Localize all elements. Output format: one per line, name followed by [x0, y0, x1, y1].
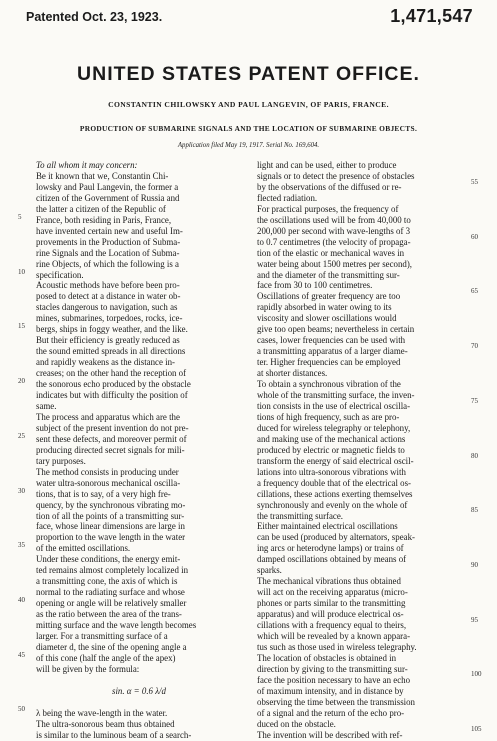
text-line: signals or to detect the presence of obstacles — [257, 170, 415, 181]
text-line: give too open beams; nevertheless in certain — [257, 324, 415, 335]
text-line: mines, submarines, torpedoes, rocks, ice- — [36, 313, 183, 324]
text-line: λ being the wave-length in the water. — [36, 707, 168, 718]
text-line: of this cone (half the angle of the apex) — [36, 652, 176, 663]
text-line: a transmitting cone, the axis of which is — [36, 576, 178, 587]
text-line: opening or angle will be relatively smaller — [36, 598, 187, 609]
text-line — [36, 697, 232, 708]
text-line: and making use of the mechanical actions — [257, 433, 406, 444]
text-line: cillations with a frequency equal to theirs, — [257, 620, 407, 631]
line-number: 45 — [18, 650, 25, 659]
text-line: tary purposes. — [36, 455, 86, 466]
text-line: as the ratio between the area of the trans- — [36, 609, 182, 620]
line-number: 90 — [471, 560, 478, 569]
text-line: The ultra-sonorous beam thus obtained — [36, 718, 175, 729]
text-line: whole of the transmitting surface, the inven- — [257, 390, 415, 401]
text-line: bergs, ships in foggy weather, and the like. — [36, 324, 188, 335]
text-line: synchronously and evenly on the whole of — [257, 499, 408, 510]
text-line: the transmitting surface. — [257, 510, 344, 521]
text-line: of the emitted oscillations. — [36, 543, 131, 554]
text-line: will be given by the formula: — [36, 663, 140, 674]
text-line: sent these defects, and moreover permit of — [36, 433, 187, 444]
inventors-line: CONSTANTIN CHILOWSKY AND PAUL LANGEVIN, OF PARIS, FRANCE. — [108, 100, 389, 109]
text-line: tion of all the points of a transmitting sur- — [36, 510, 185, 521]
text-line: face, whose linear dimensions are large in — [36, 521, 185, 532]
text-line: quency, by the synchronous vibrating mo- — [36, 499, 186, 510]
text-line: rine Signals and the Location of Subma- — [36, 247, 180, 258]
text-line: a frequency double that of the electrical os- — [257, 477, 412, 488]
text-line: water being about 1500 metres per second), — [257, 258, 413, 269]
text-line: stacles dangerous to navigation, such as — [36, 302, 178, 313]
text-line: larger. For a transmitting surface of a — [36, 630, 168, 641]
line-number: 5 — [18, 213, 22, 221]
text-line: proportion to the wave length in the water — [36, 532, 186, 543]
right-text-column — [257, 160, 457, 741]
line-number: 85 — [471, 506, 478, 515]
line-number: 60 — [471, 232, 478, 241]
text-line: specification. — [36, 269, 84, 280]
line-number: 25 — [18, 431, 25, 440]
line-number: 50 — [18, 705, 25, 714]
text-line: face the position necessary to have an echo — [257, 674, 411, 685]
text-line: lations into ultra-sonorous vibrations with — [257, 466, 406, 477]
text-line: light and can be used, either to produce — [257, 160, 397, 170]
text-line: provements in the Production of Subma- — [36, 236, 181, 247]
text-line: Oscillations of greater frequency are too — [257, 291, 401, 302]
text-line: The process and apparatus which are the — [36, 411, 180, 422]
text-line: cillations, these actions exerting themselves — [257, 488, 413, 499]
line-number: 70 — [471, 342, 478, 351]
text-line: to 0.7 centimetres (the velocity of propaga- — [257, 236, 411, 247]
text-line: mitting surface and the wave length becomes — [36, 620, 197, 631]
text-line: rapidly absorbed in water owing to its — [257, 302, 392, 313]
text-line: transform the energy of said electrical oscil- — [257, 455, 414, 466]
text-line: tions of high frequency, such as are pro- — [257, 411, 400, 422]
text-line: viscosity and slower oscillations would — [257, 313, 397, 324]
text-line: posed to detect at a distance in water ob- — [36, 291, 181, 302]
text-line: flected radiation. — [257, 192, 318, 203]
line-number: 10 — [18, 267, 25, 276]
line-number: 55 — [471, 178, 478, 186]
text-line: duced for wireless telegraphy or telephony, — [257, 422, 411, 433]
text-line: produced by electric or magnetic fields to — [257, 444, 405, 455]
text-line: observing the time between the transmission — [257, 696, 415, 707]
text-line: at shorter distances. — [257, 368, 328, 379]
text-line: cases, lower frequencies can be used with — [257, 335, 406, 346]
text-line: tus such as those used in wireless telegraphy. — [257, 641, 417, 652]
application-line: Application filed May 19, 1917. Serial No. 169,604. — [177, 142, 320, 149]
text-line: diameter d, the sine of the opening angle a — [36, 641, 187, 652]
line-number: 35 — [18, 541, 25, 550]
text-line: sin. α = 0.6 λ/d — [112, 685, 166, 696]
text-line: ter. Higher frequencies can be employed — [257, 357, 401, 368]
text-line: apparatus) and will produce electrical os- — [257, 609, 404, 620]
page-header — [0, 8, 497, 30]
text-line — [36, 675, 232, 686]
text-line: will act on the receiving apparatus (micro- — [257, 587, 408, 598]
text-line: indicates but with difficulty the position of — [36, 390, 188, 401]
text-line: direction by giving to the transmitting sur- — [257, 663, 408, 674]
text-line: the sound emitted spreads in all directions — [36, 346, 186, 357]
text-line: and rapidly weakens as the distance in- — [36, 357, 175, 368]
patent-date: Patented Oct. 23, 1923. — [26, 10, 163, 24]
text-line: ing arcs or heterodyne lamps) or trains of — [257, 543, 404, 554]
text-line: of maximum intensity, and in distance by — [257, 685, 404, 696]
text-line: tion consists in the use of electrical oscilla- — [257, 400, 411, 411]
line-number: 105 — [471, 725, 482, 733]
line-number: 80 — [471, 451, 478, 460]
text-line: ted remains almost completely localized in — [36, 565, 189, 576]
text-line: can be used (produced by alternators, speak- — [257, 532, 415, 543]
text-line: The method consists in producing under — [36, 466, 179, 477]
text-line: tions, that is to say, of a very high fre- — [36, 488, 171, 499]
text-line: of a signal and the return of the echo pro- — [257, 707, 405, 718]
text-line: rine Objects, of which the following is a — [36, 258, 179, 269]
text-line: the oscillations used will be from 40,000 to — [257, 214, 411, 225]
text-line: the sonorous echo produced by the obstacle — [36, 379, 191, 390]
line-number: 40 — [18, 595, 25, 604]
text-line: sparks. — [257, 565, 282, 576]
text-line: To all whom it may concern: — [36, 160, 138, 170]
line-number: 30 — [18, 486, 25, 495]
text-line: face from 30 to 100 centimetres. — [257, 280, 373, 291]
text-line: Be it known that we, Constantin Chi- — [36, 170, 169, 181]
line-number: 95 — [471, 615, 478, 624]
text-line: Acoustic methods have before been pro- — [36, 280, 180, 291]
text-line: subject of the present invention do not pre- — [36, 422, 189, 433]
left-text-column — [36, 160, 232, 741]
text-line: and the diameter of the transmitting sur- — [257, 269, 400, 280]
line-number: 65 — [471, 287, 478, 296]
text-line: is similar to the luminous beam of a search- — [36, 729, 192, 740]
text-line: The location of obstacles is obtained in — [257, 652, 397, 663]
text-line: same. — [36, 400, 57, 411]
text-line: Under these conditions, the energy emit- — [36, 554, 181, 565]
line-number: 75 — [471, 396, 478, 405]
text-line: France, both residing in Paris, France, — [36, 214, 172, 225]
text-line: normal to the radiating surface and whose — [36, 587, 185, 598]
text-line: duced on the obstacle. — [257, 718, 336, 729]
text-line: tion of the elastic or mechanical waves in — [257, 247, 405, 258]
text-line: by the observations of the diffused or re- — [257, 181, 402, 192]
office-title: UNITED STATES PATENT OFFICE. — [77, 63, 420, 85]
text-line: which will be revealed by a known appara- — [257, 630, 411, 641]
text-line: The mechanical vibrations thus obtained — [257, 576, 401, 587]
text-line: The invention will be described with ref- — [257, 729, 403, 740]
line-number: 15 — [18, 322, 25, 331]
text-line: Either maintained electrical oscillations — [257, 521, 398, 532]
line-number: 20 — [18, 377, 25, 386]
text-line: the latter a citizen of the Republic of — [36, 203, 166, 214]
text-line: phones or parts similar to the transmitting — [257, 598, 406, 609]
text-line: For practical purposes, the frequency of — [257, 203, 399, 214]
text-line: water ultra-sonorous mechanical oscilla- — [36, 477, 181, 488]
invention-subject: PRODUCTION OF SUBMARINE SIGNALS AND THE LOCATION OF SUBMARINE OBJECTS. — [79, 124, 418, 133]
line-number: 100 — [471, 670, 482, 679]
text-line: producing directed secret signals for mili- — [36, 444, 185, 455]
text-line: have invented certain new and useful Im- — [36, 225, 183, 236]
text-line: To obtain a synchronous vibration of the — [257, 379, 401, 390]
text-line: 200,000 per second with wave-lengths of 3 — [257, 225, 411, 236]
text-line: damped oscillations obtained by means of — [257, 554, 407, 565]
text-line: lowsky and Paul Langevin, the former a — [36, 181, 179, 192]
text-line: a transmitting apparatus of a larger diame- — [257, 346, 408, 357]
text-line: citizen of the Government of Russia and — [36, 192, 180, 203]
text-line: creases; on the other hand the reception of — [36, 368, 187, 379]
text-line: But their efficiency is greatly reduced as — [36, 335, 180, 346]
patent-number: 1,471,547 — [390, 6, 473, 26]
